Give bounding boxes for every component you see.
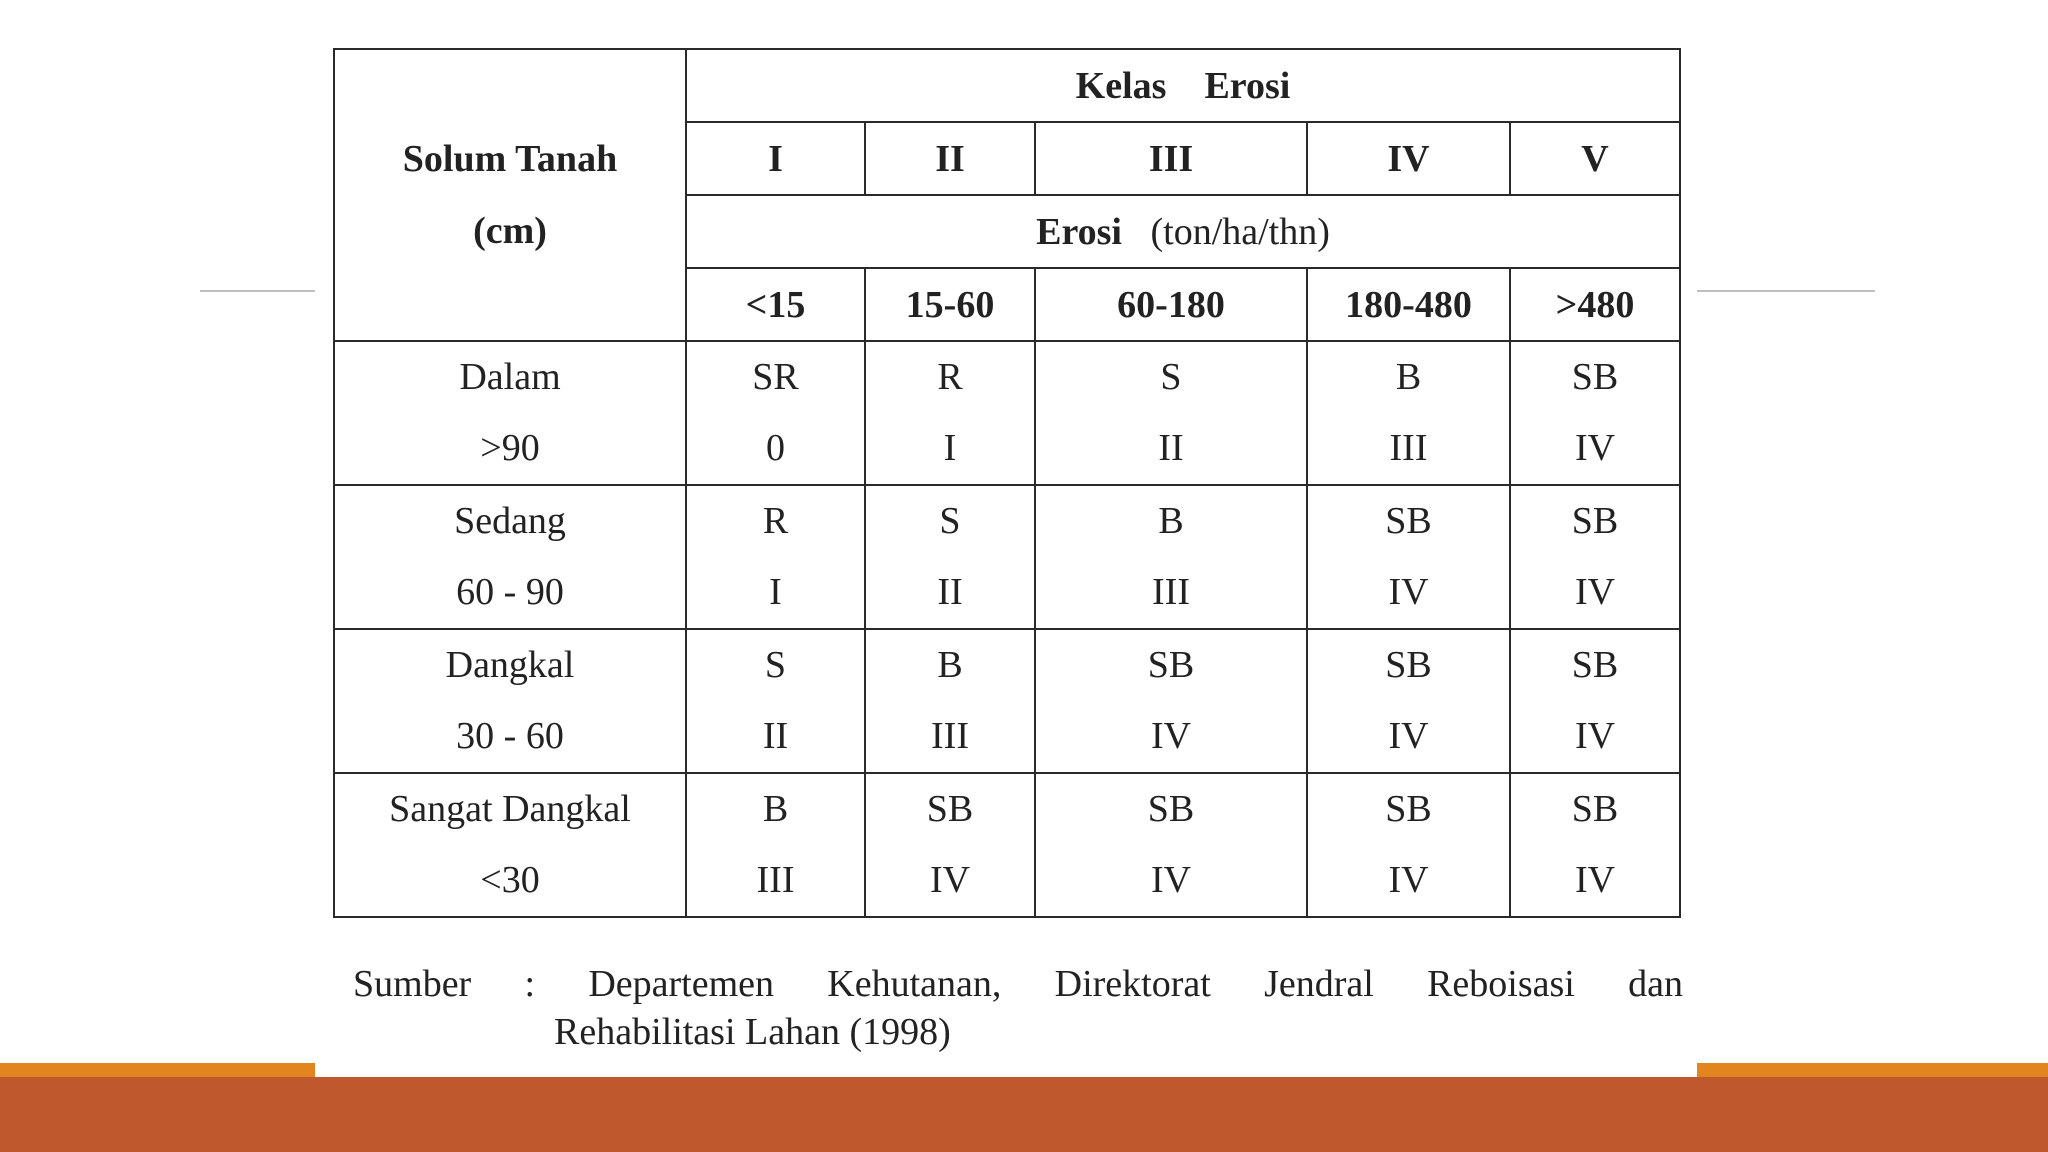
erosi-label: Erosi: [1036, 210, 1122, 253]
hazard-rating: SR: [752, 356, 799, 398]
hazard-level: IV: [1574, 427, 1616, 469]
table-image: [315, 0, 1697, 1077]
hazard-cell: [1510, 773, 1680, 917]
hazard-rating: B: [1395, 356, 1422, 398]
source-word: Jendral: [1264, 963, 1374, 1005]
hazard-cell: [1307, 629, 1510, 773]
hazard-cell: [1035, 341, 1307, 485]
decor-line-left: [200, 290, 315, 292]
hazard-cell: [686, 773, 865, 917]
range-header: <15: [686, 268, 865, 341]
hazard-level: III: [931, 715, 969, 757]
hazard-rating: B: [937, 644, 963, 686]
hazard-level: IV: [1574, 715, 1616, 757]
erosion-class-table: [333, 48, 1681, 918]
source-citation: [353, 960, 1683, 1056]
hazard-cell: [865, 629, 1035, 773]
hazard-level: IV: [929, 859, 971, 901]
class-header: V: [1510, 122, 1680, 195]
hazard-rating: R: [937, 356, 963, 398]
hazard-cell: [1307, 773, 1510, 917]
source-word: Direktorat: [1054, 963, 1211, 1005]
range-header: >480: [1510, 268, 1680, 341]
table-row: [334, 773, 1680, 917]
hazard-cell: [686, 485, 865, 629]
hazard-rating: B: [762, 788, 789, 830]
class-header: I: [686, 122, 865, 195]
hazard-level: III: [1152, 571, 1190, 613]
hazard-cell: [865, 341, 1035, 485]
range-header: 60-180: [1035, 268, 1307, 341]
hazard-level: II: [937, 571, 963, 613]
hazard-rating: S: [764, 644, 787, 686]
source-word: :: [524, 963, 536, 1005]
hazard-level: IV: [1574, 571, 1616, 613]
hazard-cell: [865, 773, 1035, 917]
hazard-level: I: [769, 571, 782, 613]
soil-depth-range: 60 - 90: [456, 571, 564, 613]
hazard-level: IV: [1388, 571, 1429, 613]
hazard-rating: SB: [1385, 500, 1432, 542]
hazard-rating: R: [762, 500, 789, 542]
hazard-rating: S: [1160, 356, 1182, 398]
class-header: III: [1035, 122, 1307, 195]
hazard-rating: B: [1158, 500, 1184, 542]
hazard-level: IV: [1150, 715, 1192, 757]
kelas-word: Kelas: [1075, 64, 1167, 107]
hazard-cell: [1510, 629, 1680, 773]
hazard-cell: [1035, 485, 1307, 629]
hazard-level: II: [762, 715, 789, 757]
soil-depth-label: Sedang: [454, 500, 566, 542]
table-row: [334, 485, 1680, 629]
source-word: Sumber: [353, 963, 472, 1005]
range-header: 15-60: [865, 268, 1035, 341]
hazard-cell: [686, 629, 865, 773]
table-row: [334, 341, 1680, 485]
class-header: II: [865, 122, 1035, 195]
soil-depth-cell: [334, 485, 686, 629]
hazard-rating: SB: [1571, 500, 1619, 542]
hazard-rating: SB: [1571, 356, 1619, 398]
hazard-rating: SB: [1147, 644, 1195, 686]
hazard-level: I: [943, 427, 957, 469]
hazard-rating: SB: [926, 788, 974, 830]
hazard-cell: [1510, 485, 1680, 629]
hazard-level: II: [1158, 427, 1184, 469]
hazard-level: IV: [1388, 715, 1429, 757]
hazard-rating: SB: [1385, 644, 1432, 686]
soil-depth-label: Sangat Dangkal: [389, 788, 631, 830]
soil-depth-cell: [334, 629, 686, 773]
hazard-cell: [686, 341, 865, 485]
row-header-line2: (cm): [473, 210, 547, 252]
hazard-cell: [1035, 629, 1307, 773]
hazard-level: IV: [1574, 859, 1616, 901]
header-kelas-erosi: [686, 49, 1680, 122]
hazard-rating: SB: [1571, 788, 1619, 830]
footer-band: [0, 1077, 2048, 1152]
source-word: Kehutanan,: [827, 963, 1002, 1005]
erosi-word: Erosi: [1204, 64, 1291, 107]
range-header: 180-480: [1307, 268, 1510, 341]
soil-depth-label: Dalam: [459, 356, 561, 398]
header-erosi-unit: [686, 195, 1680, 268]
hazard-level: III: [1389, 427, 1428, 469]
soil-depth-label: Dangkal: [445, 644, 575, 686]
soil-depth-cell: [334, 341, 686, 485]
soil-depth-cell: [334, 773, 686, 917]
hazard-rating: SB: [1147, 788, 1195, 830]
hazard-level: IV: [1150, 859, 1192, 901]
hazard-rating: SB: [1385, 788, 1432, 830]
hazard-cell: [865, 485, 1035, 629]
source-word: Departemen: [588, 963, 774, 1005]
hazard-cell: [1307, 341, 1510, 485]
source-line-2: Rehabilitasi Lahan (1998): [554, 1011, 951, 1053]
hazard-cell: [1510, 341, 1680, 485]
hazard-rating: SB: [1571, 644, 1619, 686]
soil-depth-range: 30 - 60: [456, 715, 564, 757]
hazard-cell: [1035, 773, 1307, 917]
row-header-solum-tanah: [334, 49, 686, 341]
hazard-level: IV: [1388, 859, 1429, 901]
erosi-unit: (ton/ha/thn): [1150, 210, 1330, 253]
hazard-level: 0: [766, 427, 785, 469]
source-line-1: [353, 960, 1683, 1008]
hazard-rating: S: [939, 500, 961, 542]
row-header-line1: Solum Tanah: [402, 138, 618, 180]
source-word: dan: [1628, 963, 1683, 1005]
class-header: IV: [1307, 122, 1510, 195]
soil-depth-range: <30: [480, 859, 540, 901]
decor-line-right: [1697, 290, 1875, 292]
source-word: Reboisasi: [1427, 963, 1575, 1005]
hazard-cell: [1307, 485, 1510, 629]
hazard-level: III: [756, 859, 795, 901]
soil-depth-range: >90: [480, 427, 540, 469]
table-row: [334, 629, 1680, 773]
